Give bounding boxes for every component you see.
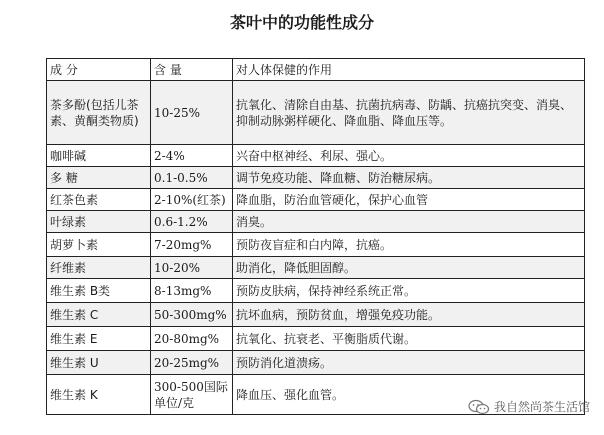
component-effect: 预防夜盲症和白内障，抗癌。	[233, 233, 585, 257]
component-amount: 50-300mg%	[151, 303, 233, 327]
component-effect: 降血压、强化血管。	[233, 375, 585, 415]
component-amount: 300-500国际单位/克	[151, 375, 233, 415]
components-table	[46, 58, 585, 415]
component-name: 红茶色素	[47, 189, 151, 211]
table-header-row	[47, 59, 585, 81]
component-name: 维生素 E	[47, 327, 151, 351]
table-row	[47, 189, 585, 211]
component-amount: 2-4%	[151, 145, 233, 167]
table-row	[47, 303, 585, 327]
table-row	[47, 233, 585, 257]
watermark-text: 我自然尚茶生活馆	[493, 400, 590, 414]
component-name: 叶绿素	[47, 211, 151, 233]
component-amount: 7-20mg%	[151, 233, 233, 257]
component-effect: 兴奋中枢神经、利尿、强心。	[233, 145, 585, 167]
component-name: 维生素 B类	[47, 279, 151, 303]
page-title: 茶叶中的功能性成分	[229, 13, 374, 32]
component-effect: 调节免疫功能、降血糖、防治糖尿病。	[233, 167, 585, 189]
component-name: 维生素 C	[47, 303, 151, 327]
component-amount: 0.1-0.5%	[151, 167, 233, 189]
table-row	[47, 327, 585, 351]
table-row	[47, 81, 585, 145]
component-name: 维生素 K	[47, 375, 151, 415]
component-effect: 抗坏血病，预防贫血，增强免疫功能。	[233, 303, 585, 327]
component-effect: 抗氧化、抗衰老、平衡脂质代谢。	[233, 327, 585, 351]
column-header-amount: 含 量	[151, 59, 233, 81]
component-name: 纤维素	[47, 257, 151, 279]
component-effect: 预防消化道溃疡。	[233, 351, 585, 375]
wechat-icon	[468, 399, 490, 415]
component-effect: 消臭。	[233, 211, 585, 233]
component-name: 胡萝卜素	[47, 233, 151, 257]
component-name: 茶多酚(包括儿茶素、黄酮类物质)	[47, 81, 151, 145]
table-row	[47, 145, 585, 167]
component-name: 多 糖	[47, 167, 151, 189]
component-effect: 预防皮肤病，保持神经系统正常。	[233, 279, 585, 303]
component-amount: 20-80mg%	[151, 327, 233, 351]
table-row	[47, 257, 585, 279]
table-row	[47, 211, 585, 233]
component-name: 维生素 U	[47, 351, 151, 375]
component-amount: 10-20%	[151, 257, 233, 279]
column-header-component: 成 分	[47, 59, 151, 81]
component-name: 咖啡碱	[47, 145, 151, 167]
watermark	[468, 398, 590, 415]
table-row	[47, 167, 585, 189]
component-amount: 10-25%	[151, 81, 233, 145]
component-amount: 8-13mg%	[151, 279, 233, 303]
component-effect: 助消化，降低胆固醇。	[233, 257, 585, 279]
component-amount: 0.6-1.2%	[151, 211, 233, 233]
component-amount: 20-25mg%	[151, 351, 233, 375]
component-amount: 2-10%(红茶)	[151, 189, 233, 211]
column-header-effect: 对人体保健的作用	[233, 59, 585, 81]
component-effect: 抗氧化、清除自由基、抗菌抗病毒、防龋、抗癌抗突变、消臭、抑制动脉粥样硬化、降血脂、降血压等。	[233, 81, 585, 145]
table-row	[47, 351, 585, 375]
component-effect: 降血脂，防治血管硬化，保护心血管	[233, 189, 585, 211]
table-row	[47, 279, 585, 303]
